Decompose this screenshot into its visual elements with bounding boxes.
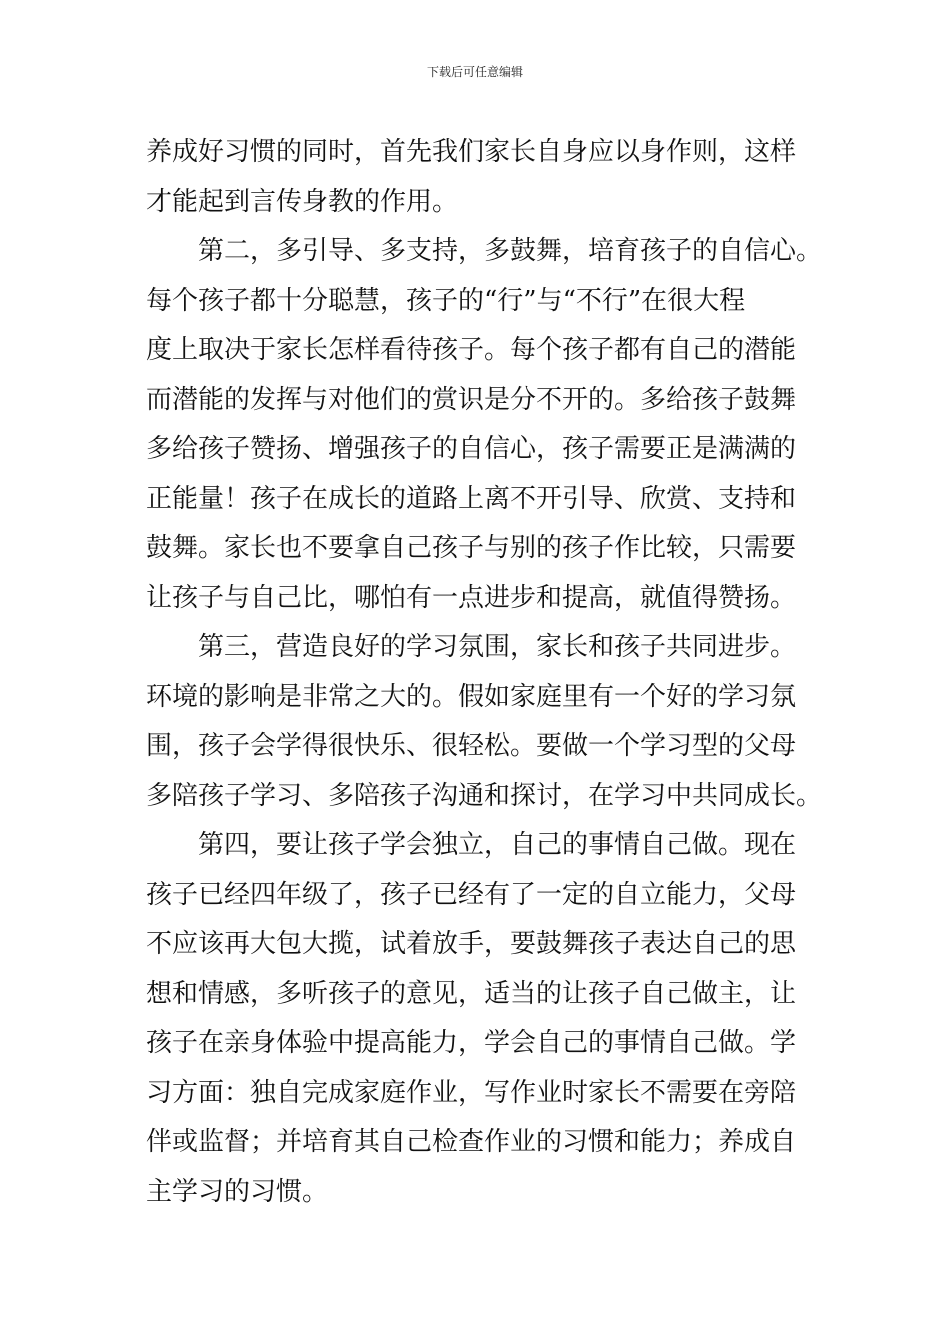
text-line: 伴或监督；并培育其自己检查作业的习惯和能力；养成自 [146, 1127, 797, 1157]
body-text [146, 128, 823, 1217]
text-line: 鼓舞。家长也不要拿自己孩子与别的孩子作比较，只需要 [146, 533, 797, 563]
text-line: 不应该再大包大揽，试着放手，要鼓舞孩子表达自己的思 [146, 929, 797, 959]
text-line: 孩子在亲身体验中提高能力，学会自己的事情自己做。学 [146, 1028, 797, 1058]
text-line: 养成好习惯的同时，首先我们家长自身应以身作则，这样 [146, 137, 797, 167]
text-line: 习方面：独自完成家庭作业，写作业时家长不需要在旁陪 [146, 1077, 797, 1108]
text-line: 第四，要让孩子学会独立，自己的事情自己做。现在 [146, 830, 797, 860]
page-header: 下载后可任意编辑 [426, 65, 523, 79]
text-line: 才能起到言传身教的作用。 [146, 186, 459, 217]
text-line: 想和情感，多听孩子的意见，适当的让孩子自己做主，让 [146, 978, 797, 1009]
text-line: 度上取决于家长怎样看待孩子。每个孩子都有自己的潜能 [146, 335, 797, 365]
text-line: 主学习的习惯。 [146, 1176, 329, 1207]
text-line: 孩子已经四年级了，孩子已经有了一定的自立能力，父母 [146, 879, 797, 910]
text-line: 环境的影响是非常之大的。假如家庭里有一个好的学习氛 [146, 681, 797, 712]
text-line: 围，孩子会学得很快乐、很轻松。要做一个学习型的父母 [146, 731, 797, 761]
text-line: 每个孩子都十分聪慧，孩子的“行”与“不行”在很大程 [146, 285, 746, 316]
text-line: 第二，多引导、多支持，多鼓舞，培育孩子的自信心。 [146, 236, 823, 266]
text-line: 第三，营造良好的学习氛围，家长和孩子共同进步。 [146, 632, 797, 662]
text-line: 多给孩子赞扬、增强孩子的自信心，孩子需要正是满满的 [146, 434, 797, 464]
text-line: 多陪孩子学习、多陪孩子沟通和探讨，在学习中共同成长。 [146, 780, 823, 811]
text-line: 而潜能的发挥与对他们的赏识是分不开的。多给孩子鼓舞 [146, 384, 797, 415]
text-line: 正能量！孩子在成长的道路上离不开引导、欣赏、支持和 [146, 483, 797, 514]
text-line: 让孩子与自己比，哪怕有一点进步和提高，就值得赞扬。 [146, 582, 797, 613]
